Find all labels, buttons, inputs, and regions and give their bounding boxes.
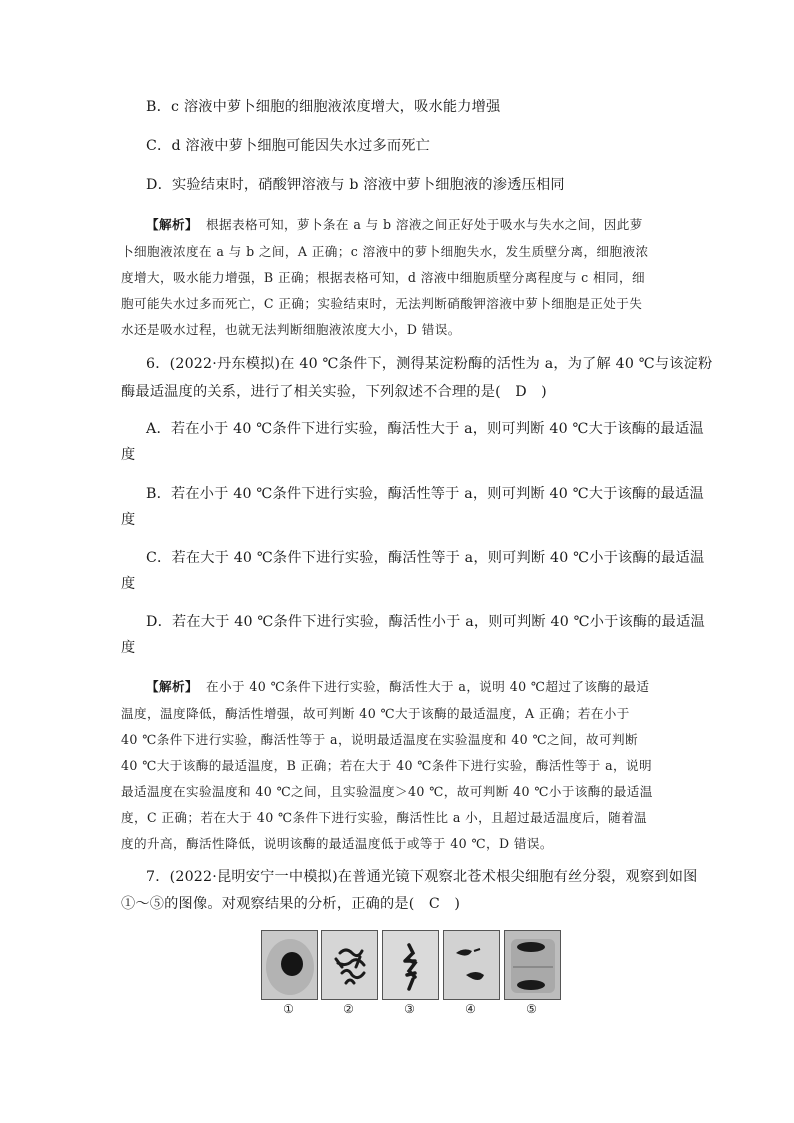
figure-label-5: ⑤ (526, 1002, 537, 1016)
q6-option-c: C．若在大于 40 ℃条件下进行实验，酶活性等于 a，则可判断 40 ℃小于该酶的最适温 (146, 550, 705, 566)
q6-option-d-cont: 度 (121, 640, 136, 656)
micrograph-5 (504, 930, 561, 1000)
q6-stem-line-2: 酶最适温度的关系，进行了相关实验，下列叙述不合理的是( D ) (121, 384, 547, 400)
q6-option-a: A．若在小于 40 ℃条件下进行实验，酶活性大于 a，则可判断 40 ℃大于该酶的最适温 (146, 421, 704, 437)
figure-label-2: ② (343, 1002, 354, 1016)
q6-option-a-cont: 度 (121, 447, 136, 463)
analysis-5-line-2: 卜细胞液浓度在 a 与 b 之间，A 正确；c 溶液中的萝卜细胞失水，发生质壁分离，细胞液浓 (121, 244, 649, 259)
q7-stem-line-2: ①～⑤的图像。对观察结果的分析，正确的是( C ) (121, 896, 461, 912)
analysis-tag: 【解析】 (146, 217, 198, 232)
analysis-6-line-4: 40 ℃大于该酶的最适温度，B 正确；若在大于 40 ℃条件下进行实验，酶活性等于 a，说明 (121, 758, 652, 773)
q6-option-c-cont: 度 (121, 576, 136, 592)
micrograph-4 (443, 930, 500, 1000)
micrograph-1 (261, 930, 318, 1000)
analysis-6-line-6: 度，C 正确；若在大于 40 ℃条件下进行实验，酶活性比 a 小，且超过最适温度后，随着温 (121, 810, 648, 825)
analysis-5-line-1: 【解析】 根据表格可知，萝卜条在 a 与 b 溶液之间正好处于吸水与失水之间，因此萝 (146, 217, 643, 232)
mitosis-figure (261, 930, 561, 1015)
q7-stem-line-1: 7．(2022·昆明安宁一中模拟)在普通光镜下观察北苍术根尖细胞有丝分裂，观察到如图 (146, 869, 698, 885)
q6-stem-line-1: 6．(2022·丹东模拟)在 40 ℃条件下，测得某淀粉酶的活性为 a，为了解 40 ℃与该淀粉 (146, 356, 713, 372)
analysis-6-line-7: 度的升高，酶活性降低，说明该酶的最适温度低于或等于 40 ℃，D 错误。 (121, 836, 553, 851)
q6-option-d: D．若在大于 40 ℃条件下进行实验，酶活性小于 a，则可判断 40 ℃小于该酶的最适温 (146, 614, 705, 630)
analysis-6-line-1: 【解析】 在小于 40 ℃条件下进行实验，酶活性大于 a，说明 40 ℃超过了该酶的最适 (146, 679, 650, 694)
analysis-6-line-5: 最适温度在实验温度和 40 ℃之间，且实验温度＞40 ℃，故可判断 40 ℃小于该酶的最适温 (121, 784, 653, 799)
q5-option-d: D．实验结束时，硝酸钾溶液与 b 溶液中萝卜细胞液的渗透压相同 (146, 177, 565, 193)
micrograph-2 (321, 930, 378, 1000)
analysis-5-line-3: 度增大，吸水能力增强，B 正确；根据表格可知，d 溶液中细胞质壁分离程度与 c 相同，细 (121, 270, 645, 285)
q6-option-b-cont: 度 (121, 512, 136, 528)
q5-option-c: C．d 溶液中萝卜细胞可能因失水过多而死亡 (146, 138, 431, 154)
analysis-5-line-4: 胞可能失水过多而死亡，C 正确；实验结束时，无法判断硝酸钾溶液中萝卜细胞是正处于失 (121, 296, 643, 311)
q5-option-b: B．c 溶液中萝卜细胞的细胞液浓度增大，吸水能力增强 (146, 99, 501, 115)
analysis-6-line-3: 40 ℃条件下进行实验，酶活性等于 a，说明最适温度在实验温度和 40 ℃之间，故可判断 (121, 732, 638, 747)
figure-label-1: ① (283, 1002, 294, 1016)
analysis-5-line-5: 水还是吸水过程，也就无法判断细胞液浓度大小，D 错误。 (121, 322, 461, 337)
analysis-6-line-2: 温度，温度降低，酶活性增强，故可判断 40 ℃大于该酶的最适温度，A 正确；若在小于 (121, 706, 630, 721)
figure-label-4: ④ (465, 1002, 476, 1016)
micrograph-3 (382, 930, 439, 1000)
q6-option-b: B．若在小于 40 ℃条件下进行实验，酶活性等于 a，则可判断 40 ℃大于该酶的最适温 (146, 486, 704, 502)
figure-label-3: ③ (404, 1002, 415, 1016)
analysis-tag: 【解析】 (146, 679, 198, 694)
